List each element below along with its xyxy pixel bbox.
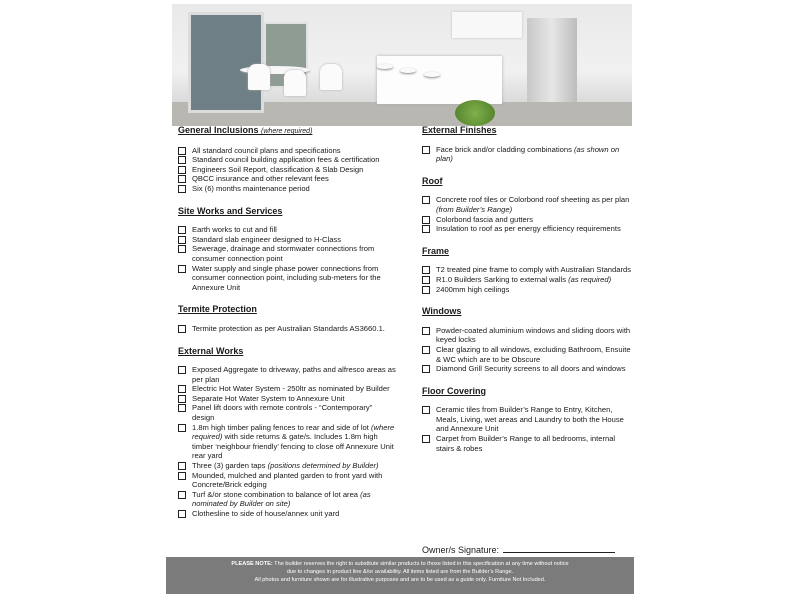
- list-item: Insulation to roof as per energy efficiency requirements: [422, 224, 632, 234]
- checkbox-icon: [422, 196, 430, 204]
- list-item: R1.0 Builders Sarking to external walls (as required): [422, 275, 632, 285]
- photo-stool: [377, 64, 393, 69]
- list-item: Face brick and/or cladding combinations (as shown on plan): [422, 145, 632, 164]
- list-item: Electric Hot Water System - 250ltr as nominated by Builder: [178, 384, 396, 394]
- checkbox-icon: [178, 325, 186, 333]
- footer-line-3: All photos and furniture shown are for illustrative purposes and are to be used as a guide only. Furniture Not Included.: [254, 577, 546, 583]
- checkbox-icon: [178, 245, 186, 253]
- list-item: Ceramic tiles from Builder’s Range to Entry, Kitchen, Meals, Living, wet areas and Laundry to both the House and Annexure Unit: [422, 405, 632, 434]
- list-item: All standard council plans and specifications: [178, 146, 396, 156]
- signature-field[interactable]: [422, 543, 615, 555]
- checkbox-icon: [178, 147, 186, 155]
- list-item: Six (6) months maintenance period: [178, 184, 396, 194]
- checkbox-icon: [422, 346, 430, 354]
- checkbox-icon: [422, 435, 430, 443]
- checkbox-icon: [422, 266, 430, 274]
- list-item: Diamond Grill Security screens to all doors and windows: [422, 364, 632, 374]
- section-title: Frame: [422, 245, 450, 256]
- section-site-works: [178, 207, 396, 293]
- photo-island: [377, 56, 502, 104]
- list-item: Sewerage, drainage and stormwater connections from consumer connection point: [178, 244, 396, 263]
- checkbox-icon: [422, 365, 430, 373]
- section-title: Floor Covering: [422, 385, 487, 396]
- checkbox-icon: [422, 146, 430, 154]
- checkbox-icon: [178, 175, 186, 183]
- checkbox-icon: [178, 404, 186, 412]
- photo-stool: [424, 72, 440, 77]
- checkbox-icon: [422, 286, 430, 294]
- list-item: Standard slab engineer designed to H-Class: [178, 235, 396, 245]
- checkbox-icon: [178, 395, 186, 403]
- kitchen-photo: [172, 4, 632, 126]
- section-general-inclusions: [178, 126, 396, 194]
- signature-label: Owner/s Signature:: [422, 545, 500, 555]
- list-item: Engineers Soil Report, classification & Slab Design: [178, 165, 396, 175]
- photo-cabinets: [452, 12, 522, 38]
- signature-line[interactable]: [503, 543, 615, 553]
- checkbox-icon: [178, 491, 186, 499]
- checkbox-icon: [178, 462, 186, 470]
- list-item: T2 treated pine frame to comply with Australian Standards: [422, 265, 632, 275]
- checkbox-icon: [178, 366, 186, 374]
- section-frame: [422, 247, 632, 294]
- footer-disclaimer: [166, 557, 634, 594]
- list-item: Separate Hot Water System to Annexure Unit: [178, 394, 396, 404]
- section-windows: [422, 307, 632, 374]
- checkbox-icon: [178, 226, 186, 234]
- photo-stool: [400, 68, 416, 73]
- checkbox-icon: [178, 385, 186, 393]
- checkbox-icon: [178, 185, 186, 193]
- checkbox-icon: [178, 236, 186, 244]
- section-external-finishes: [422, 126, 632, 164]
- checkbox-icon: [178, 166, 186, 174]
- section-title: [178, 126, 396, 137]
- checkbox-icon: [422, 406, 430, 414]
- list-item: QBCC insurance and other relevant fees: [178, 174, 396, 184]
- list-item: Water supply and single phase power connections from consumer connection point, including sub-meters for the Annexure Unit: [178, 264, 396, 293]
- photo-chair: [284, 70, 306, 96]
- left-column: [178, 126, 396, 532]
- footer-note-label: PLEASE NOTE:: [231, 561, 273, 567]
- section-title: External Works: [178, 345, 244, 356]
- list-item: Turf &/or stone combination to balance of lot area (as nominated by Builder on site): [178, 490, 396, 509]
- checkbox-icon: [422, 327, 430, 335]
- section-floor-covering: [422, 387, 632, 454]
- list-item: Powder-coated aluminium windows and sliding doors with keyed locks: [422, 326, 632, 345]
- list-item: Panel lift doors with remote controls - “Contemporary” design: [178, 403, 396, 422]
- checkbox-icon: [178, 472, 186, 480]
- list-item: Mounded, mulched and planted garden to front yard with Concrete/Brick edging: [178, 471, 396, 490]
- section-termite: [178, 305, 396, 333]
- section-title: External Finishes: [422, 125, 497, 135]
- footer-line-2: due to changes in product line &/or availability. All items listed are from the Builder’s Range.: [286, 569, 514, 575]
- section-title: Site Works and Services: [178, 205, 283, 216]
- list-item: Three (3) garden taps (positions determined by Builder): [178, 461, 396, 471]
- list-item: Exposed Aggregate to driveway, paths and alfresco areas as per plan: [178, 365, 396, 384]
- list-item: Clothesline to side of house/annex unit yard: [178, 509, 396, 519]
- checkbox-icon: [178, 424, 186, 432]
- list-item: Colorbond fascia and gutters: [422, 215, 632, 225]
- list-item: Carpet from Builder’s Range to all bedrooms, internal stairs & robes: [422, 434, 632, 453]
- list-item: Concrete roof tiles or Colorbond roof sheeting as per plan (from Builder’s Range): [422, 195, 632, 214]
- right-column: [422, 126, 632, 466]
- section-qualifier: (where required): [261, 128, 313, 135]
- list-item: Earth works to cut and fill: [178, 225, 396, 235]
- photo-chair: [320, 64, 342, 90]
- list-item: 2400mm high ceilings: [422, 285, 632, 295]
- section-title: Termite Protection: [178, 304, 257, 315]
- section-title: Roof: [422, 175, 443, 186]
- list-item: Standard council building application fees & certification: [178, 155, 396, 165]
- section-title-text: General Inclusions: [178, 125, 259, 135]
- photo-fridge: [527, 18, 577, 102]
- photo-window: [188, 12, 264, 113]
- section-external-works: [178, 347, 396, 519]
- list-item: 1.8m high timber paling fences to rear and side of lot (where required) with side returns & gate/s. Includes 1.8m high timber ‘neighbour friendly’ fencing to close off Annexure Unit rear yard: [178, 423, 396, 461]
- photo-chair: [248, 64, 270, 90]
- footer-line-1: The builder reserves the right to substitute similar products to those listed in this specification at any time without notice: [274, 561, 569, 567]
- section-roof: [422, 177, 632, 234]
- checkbox-icon: [422, 276, 430, 284]
- checkbox-icon: [422, 225, 430, 233]
- checkbox-icon: [178, 265, 186, 273]
- photo-plant: [455, 100, 495, 126]
- checkbox-icon: [422, 216, 430, 224]
- list-item: Termite protection as per Australian Standards AS3660.1.: [178, 324, 396, 334]
- section-title: Windows: [422, 306, 462, 317]
- checkbox-icon: [178, 156, 186, 164]
- list-item: Clear glazing to all windows, excluding Bathroom, Ensuite & WC which are to be Obscure: [422, 345, 632, 364]
- checkbox-icon: [178, 510, 186, 518]
